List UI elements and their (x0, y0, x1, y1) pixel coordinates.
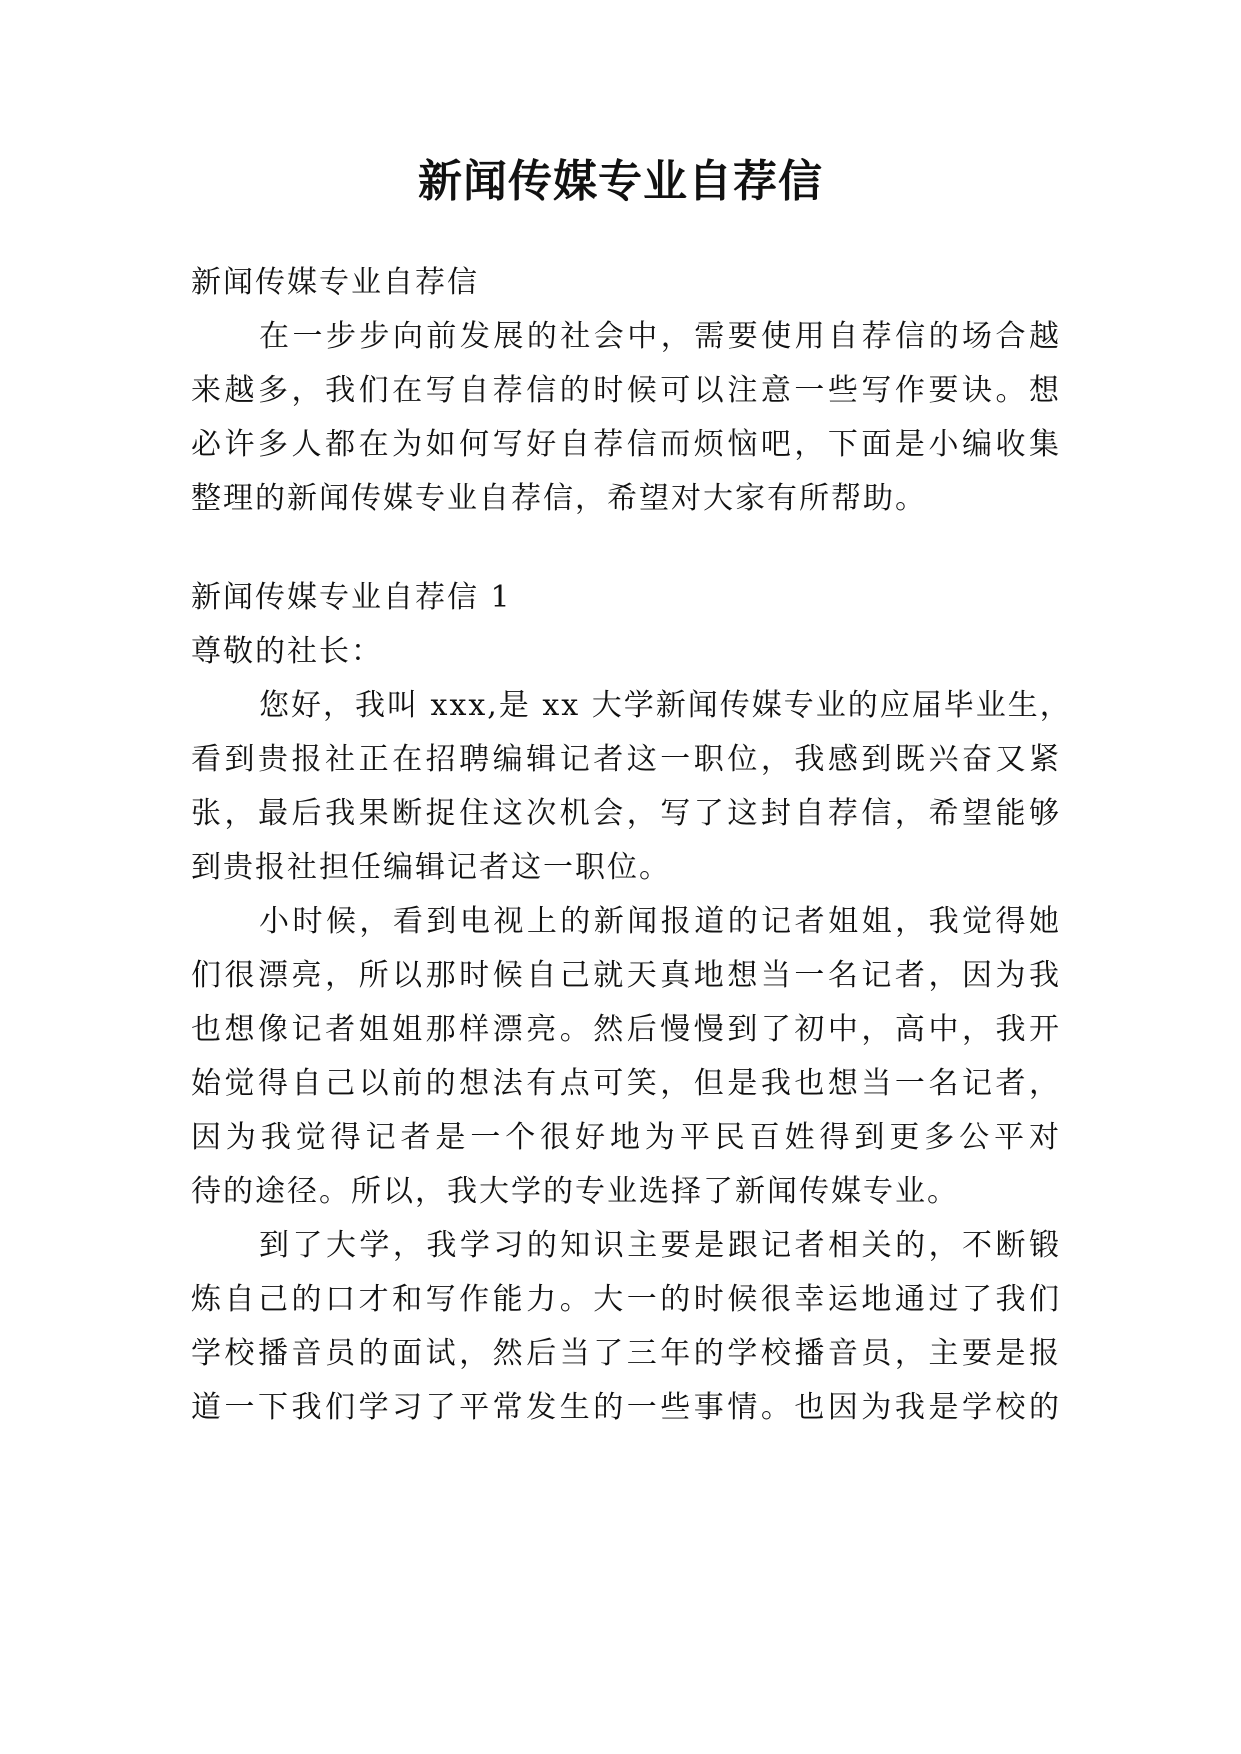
intro-line-3: 必许多人都在为如何写好自荐信而烦恼吧，下面是小编收集 (191, 427, 1061, 462)
salutation: 尊敬的社长： (191, 634, 383, 669)
para-2-line-2: 们很漂亮，所以那时候自己就天真地想当一名记者，因为我 (191, 958, 1061, 993)
para-3-line-1: 到了大学，我学习的知识主要是跟记者相关的，不断锻 (259, 1228, 1061, 1263)
letter-1-heading: 新闻传媒专业自荐信 1 (191, 580, 512, 615)
para-3-line-3: 学校播音员的面试，然后当了三年的学校播音员，主要是报 (191, 1336, 1061, 1371)
para-3-line-4: 道一下我们学习了平常发生的一些事情。也因为我是学校的 (191, 1390, 1061, 1425)
document-title: 新闻传媒专业自荐信 (418, 156, 823, 207)
para-2-line-5: 因为我觉得记者是一个很好地为平民百姓得到更多公平对 (191, 1120, 1061, 1155)
para-2-line-3: 也想像记者姐姐那样漂亮。然后慢慢到了初中，高中，我开 (191, 1012, 1061, 1047)
para-3-line-2: 炼自己的口才和写作能力。大一的时候很幸运地通过了我们 (191, 1282, 1061, 1317)
para-1-line-3: 张，最后我果断捉住这次机会，写了这封自荐信，希望能够 (191, 796, 1061, 831)
para-1-line-2: 看到贵报社正在招聘编辑记者这一职位，我感到既兴奋又紧 (191, 742, 1061, 777)
intro-line-1: 在一步步向前发展的社会中，需要使用自荐信的场合越 (259, 319, 1061, 354)
intro-heading: 新闻传媒专业自荐信 (191, 265, 479, 300)
intro-line-2: 来越多，我们在写自荐信的时候可以注意一些写作要诀。想 (191, 373, 1061, 408)
para-1-line-1: 您好，我叫 xxx,是 xx 大学新闻传媒专业的应届毕业生， (259, 688, 1072, 723)
para-2-line-1: 小时候，看到电视上的新闻报道的记者姐姐，我觉得她 (259, 904, 1061, 939)
para-2-line-4: 始觉得自己以前的想法有点可笑，但是我也想当一名记者， (191, 1066, 1061, 1101)
para-2-line-6: 待的途径。所以，我大学的专业选择了新闻传媒专业。 (191, 1174, 959, 1209)
intro-line-4: 整理的新闻传媒专业自荐信，希望对大家有所帮助。 (191, 481, 927, 516)
para-1-line-4: 到贵报社担任编辑记者这一职位。 (191, 850, 671, 885)
